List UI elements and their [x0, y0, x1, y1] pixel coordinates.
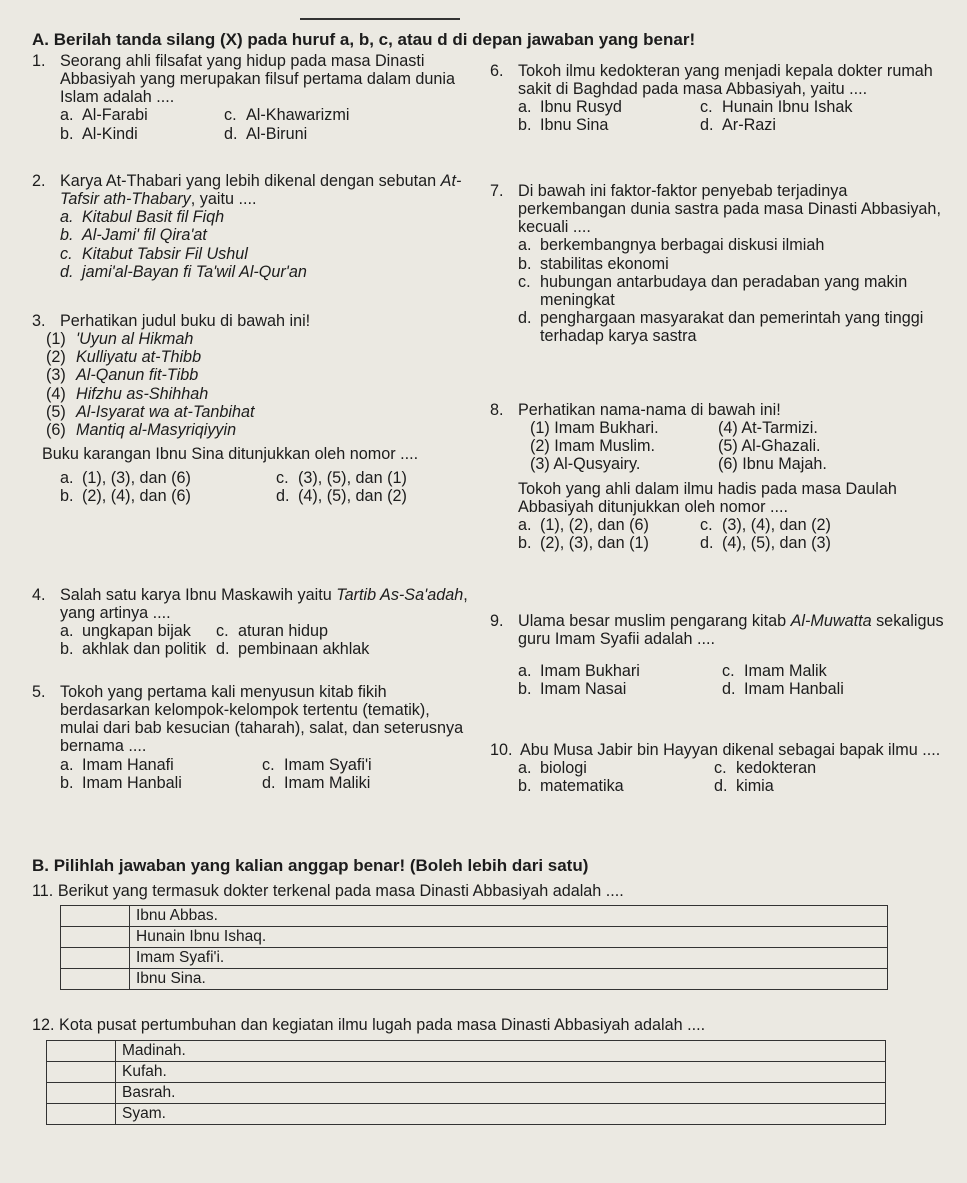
table-row [61, 969, 888, 990]
option-b[interactable]: b. akhlak dan politik [60, 640, 207, 659]
option-d[interactable]: d. Al-Biruni [224, 124, 308, 143]
question-12 [32, 1016, 705, 1034]
answer-option: Syam. [116, 1104, 886, 1125]
answer-table-11 [60, 905, 888, 990]
answer-option: Ibnu Sina. [130, 969, 888, 990]
option-d[interactable]: d. (4), (5), dan (3) [700, 533, 831, 552]
option-c[interactable]: c. (3), (4), dan (2) [700, 515, 831, 534]
option-a[interactable]: a. ungkapan bijak [60, 622, 191, 641]
question-7 [490, 182, 946, 345]
question-stem: Di bawah ini faktor-faktor penyebab terjadinya perkembangan dunia sastra pada masa Dinasti Abbasiyah, kecuali .... [518, 182, 941, 237]
list-item: (3) Al-Qanun fit-Tibb [46, 366, 199, 385]
option-d[interactable]: d. Imam Maliki [262, 773, 371, 792]
option-c[interactable]: c. Imam Syafi'i [262, 755, 372, 774]
option-a[interactable]: a. biologi [518, 759, 587, 778]
list-item: (6) Ibnu Majah. [718, 455, 827, 474]
table-row [61, 948, 888, 969]
option-c[interactable]: c. Kitabut Tabsir Fil Ushul [60, 244, 248, 263]
option-d[interactable]: d. pembinaan akhlak [216, 640, 370, 659]
option-a[interactable]: a. Ibnu Rusyd [518, 98, 622, 117]
name-list [490, 419, 946, 473]
question-number: 8. [490, 401, 504, 419]
list-item: (6) Mantiq al-Masyriqiyyin [46, 420, 237, 439]
question-6 [490, 62, 946, 135]
table-row [47, 1041, 886, 1062]
question-stem: Tokoh yang pertama kali menyusun kitab fikih berdasarkan kelompok-kelompok tertentu (tematik), mulai dari bab kesucian (taharah), salat, dan seterusnya bernama .... [60, 683, 464, 756]
question-number: 11. [32, 882, 54, 900]
option-c[interactable]: c. hubungan antarbudaya dan peradaban yang makin meningkat [518, 272, 908, 309]
option-c[interactable]: c. aturan hidup [216, 622, 329, 641]
answer-option: Hunain Ibnu Ishaq. [130, 927, 888, 948]
question-stem-2: Buku karangan Ibnu Sina ditunjukkan oleh nomor .... [42, 444, 419, 463]
option-d[interactable]: d. kimia [714, 777, 774, 796]
question-1 [32, 52, 472, 143]
option-c[interactable]: c. Imam Malik [722, 662, 827, 681]
question-number: 9. [490, 612, 504, 630]
question-4 [32, 586, 472, 659]
option-b[interactable]: b. Imam Hanbali [60, 773, 182, 792]
question-stem: Salah satu karya Ibnu Maskawih yaitu Tartib As-Sa'adah, yang artinya .... [60, 586, 468, 623]
question-number: 6. [490, 62, 504, 80]
answer-checkbox[interactable] [61, 948, 130, 969]
answer-checkbox[interactable] [47, 1083, 116, 1104]
option-b[interactable]: b. stabilitas ekonomi [518, 254, 669, 273]
answer-option: Ibnu Abbas. [130, 906, 888, 927]
question-11 [32, 882, 624, 900]
question-8 [490, 401, 946, 552]
question-10 [490, 741, 946, 795]
left-column [32, 0, 472, 880]
question-stem-2: Tokoh yang ahli dalam ilmu hadis pada masa Daulah Abbasiyah ditunjukkan oleh nomor .... [518, 479, 897, 516]
question-9 [490, 612, 946, 699]
option-b[interactable]: b. (2), (4), dan (6) [60, 487, 191, 506]
section-a-heading: A. Berilah tanda silang (X) pada huruf a, b, c, atau d di depan jawaban yang benar! [32, 30, 696, 49]
option-a[interactable]: a. (1), (3), dan (6) [60, 469, 191, 488]
list-item: (2) Imam Muslim. [530, 437, 656, 456]
right-column [490, 0, 946, 880]
option-b[interactable]: b. Imam Nasai [518, 680, 627, 699]
table-row [47, 1062, 886, 1083]
list-item: (2) Kulliyatu at-Thibb [46, 348, 202, 367]
option-a[interactable]: a. (1), (2), dan (6) [518, 515, 649, 534]
question-number: 3. [32, 312, 46, 330]
question-stem: Kota pusat pertumbuhan dan kegiatan ilmu lugah pada masa Dinasti Abbasiyah adalah .... [59, 1016, 706, 1034]
question-3 [32, 312, 472, 505]
list-item: (5) Al-Isyarat wa at-Tanbihat [46, 402, 255, 421]
option-d[interactable]: d. (4), (5), dan (2) [276, 487, 407, 506]
option-d[interactable]: d. jami'al-Bayan fi Ta'wil Al-Qur'an [60, 262, 307, 281]
question-stem: Perhatikan nama-nama di bawah ini! [518, 401, 781, 419]
option-a[interactable]: a. Imam Bukhari [518, 662, 640, 681]
list-item: (1) 'Uyun al Hikmah [46, 330, 194, 349]
question-stem: Ulama besar muslim pengarang kitab Al-Muwatta sekaligus guru Imam Syafii adalah .... [518, 612, 944, 649]
option-a[interactable]: a. berkembangnya berbagai diskusi ilmiah [518, 236, 825, 255]
question-stem: Berikut yang termasuk dokter terkenal pada masa Dinasti Abbasiyah adalah .... [57, 882, 624, 900]
question-number: 5. [32, 683, 46, 701]
list-item: (5) Al-Ghazali. [718, 437, 821, 456]
answer-checkbox[interactable] [47, 1062, 116, 1083]
question-5 [32, 683, 472, 792]
question-number: 4. [32, 586, 46, 604]
option-a[interactable]: a. Al-Farabi [60, 106, 148, 125]
answer-option: Kufah. [116, 1062, 886, 1083]
answer-checkbox[interactable] [61, 969, 130, 990]
section-b-heading: B. Pilihlah jawaban yang kalian anggap benar! (Boleh lebih dari satu) [32, 856, 589, 875]
option-d[interactable]: d. penghargaan masyarakat dan pemerintah yang tinggi terhadap karya sastra [518, 308, 924, 346]
option-c[interactable]: c. Hunain Ibnu Ishak [700, 98, 853, 117]
option-b[interactable]: b. Al-Jami' fil Qira'at [60, 226, 207, 245]
list-item: (3) Al-Qusyairy. [530, 455, 641, 474]
option-b[interactable]: b. (2), (3), dan (1) [518, 533, 649, 552]
table-row [61, 906, 888, 927]
question-stem: Tokoh ilmu kedokteran yang menjadi kepala dokter rumah sakit di Baghdad pada masa Abbasiyah, yaitu .... [518, 62, 933, 99]
answer-table-12 [46, 1040, 886, 1125]
answer-option: Imam Syafi'i. [130, 948, 888, 969]
question-number: 12. [32, 1016, 55, 1034]
list-item: (4) At-Tarmizi. [718, 419, 818, 438]
answer-checkbox[interactable] [61, 906, 130, 927]
option-d[interactable]: d. Imam Hanbali [722, 680, 844, 699]
answer-option: Basrah. [116, 1083, 886, 1104]
question-number: 7. [490, 182, 504, 200]
table-row [47, 1083, 886, 1104]
option-c[interactable]: c. kedokteran [714, 759, 817, 778]
list-item: (4) Hifzhu as-Shihhah [46, 384, 209, 403]
question-number: 1. [32, 52, 46, 70]
option-b[interactable]: b. Al-Kindi [60, 124, 138, 143]
answer-checkbox[interactable] [47, 1104, 116, 1125]
option-d[interactable]: d. Ar-Razi [700, 116, 776, 135]
option-c[interactable]: c. Al-Khawarizmi [224, 106, 350, 125]
question-stem: Karya At-Thabari yang lebih dikenal dengan sebutan At-Tafsir ath-Thabary, yaitu .... [60, 172, 462, 209]
table-row [47, 1104, 886, 1125]
question-stem: Abu Musa Jabir bin Hayyan dikenal sebagai bapak ilmu .... [520, 741, 941, 759]
option-a[interactable]: a. Imam Hanafi [60, 755, 174, 774]
question-stem: Perhatikan judul buku di bawah ini! [60, 312, 311, 330]
option-c[interactable]: c. (3), (5), dan (1) [276, 469, 407, 488]
question-number: 10. [490, 741, 513, 759]
option-b[interactable]: b. Ibnu Sina [518, 116, 609, 135]
list-item: (1) Imam Bukhari. [530, 419, 659, 438]
option-a[interactable]: a. Kitabul Basit fil Fiqh [60, 208, 225, 227]
option-b[interactable]: b. matematika [518, 777, 624, 796]
answer-option: Madinah. [116, 1041, 886, 1062]
answer-checkbox[interactable] [47, 1041, 116, 1062]
question-number: 2. [32, 172, 46, 190]
question-stem: Seorang ahli filsafat yang hidup pada masa Dinasti Abbasiyah yang merupakan filsuf pertama dalam dunia Islam adalah .... [60, 52, 456, 107]
answer-checkbox[interactable] [61, 927, 130, 948]
book-list [32, 330, 472, 439]
table-row [61, 927, 888, 948]
question-2 [32, 172, 472, 281]
